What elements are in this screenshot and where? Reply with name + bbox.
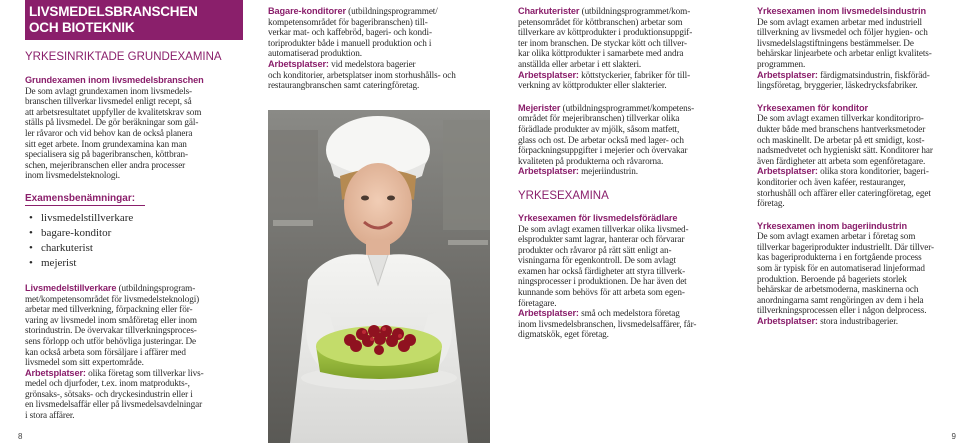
- arbetsplatser-label: Arbetsplatser:: [518, 166, 579, 177]
- list-item: • bagare-konditor: [25, 226, 247, 241]
- livsmedelsforadlare-title: Yrkesexamen för livsmedelsförädlare: [518, 212, 678, 223]
- yrkesexamina-heading: YRKESEXAMINA: [518, 189, 609, 202]
- baker-with-cake-image: [268, 110, 490, 443]
- livsmedelsforadlare-paragraph: Yrkesexamen för livsmedelsförädlare De som avlagt examen tillverkar olika livsmed- elsprodukter samt lagrar, hanterar och förvarar produkter och råvaror på rätt sätt enligt an- visningarna för egenkontroll. De som avlagt examen har också färdigheter att styra tillverk- ningsprocesser i produktionen. De har även det kunnande som behövs för att arbeta som egen- företagare. Arbetsplatser: små och medelstora företag inom livsmedelsbranschen, livsmedelsaffärer, får- digmatskök, eget företag.: [518, 213, 734, 340]
- livsmedelsindustrin-title: Yrkesexamen inom livsmedelsindustrin: [757, 6, 926, 16]
- bageriindustrin-paragraph: Yrkesexamen inom bageriindustrin De som avlagt examen arbetar i företag som tillverkar bageriprodukter industriellt. Där tillver- kas bageriprodukterna i en fortgående process som är typisk för en automatiserad linjeformad produktion. Beroende på bageriets storlek behärskar de arbetsmoderna, maskinerna och anordningarna samt rengöringen av dem i hela tillverkningsprocessen eller i någon delprocess. Arbetsplatser: stora industribagerier.: [757, 221, 955, 327]
- bageriindustrin-title: Yrkesexamen inom bageriindustrin: [757, 220, 907, 231]
- grundexamen-title: Grundexamen inom livsmedelsbranschen: [25, 75, 204, 85]
- page-number-right: 9: [951, 432, 956, 441]
- livsmedelsindustrin-paragraph: Yrkesexamen inom livsmedelsindustrin De som avlagt examen arbetar med industriell tillverkning av livsmedel och följer hygien- och livsmedelslagstiftningens bestämmelser. De behärskar linjearbete och arbetar enligt kvalitets- programmen. Arbetsplatser: färdigmatsindustrin, fiskföräd- lingsföretag, bryggerier, läskedrycksfabriker.: [757, 6, 955, 91]
- grundexamen-paragraph: Grundexamen inom livsmedelsbranschen De som avlagt grundexamen inom livsmedels- branschen tillverkar livsmedel enligt recept, så att arbetsresultatet uppfyller de kvalitetskrav som ställs på livsmedel. De gör beräkningar som gäl- ler råvaror och vid behov kan de också planera sitt eget arbete. Inom grundexamina kan man specialisera sig på bageribranschen, köttbran- schen, mejeribranschen eller andra processer inom livsmedelsteknologi.: [25, 75, 247, 181]
- list-item: • mejerist: [25, 256, 247, 271]
- arbetsplatser-label: Arbetsplatser:: [518, 308, 579, 319]
- charkuterister-paragraph: Charkuterister (utbildningsprogrammet/kom- petensområdet för köttbranschen) arbetar som tillverkare av köttprodukter i produktionsuppgif- ter inom branschen. De styckar kött och tillver- kar olika köttprodukter i samarbete med andra anställda eller arbetar i ett slakteri. Arbetsplatser: köttstyckerier, fabriker för till- verkning av köttprodukter eller slakterier.: [518, 6, 693, 91]
- livsmedelstillverkare-paragraph: Livsmedelstillverkare (utbildningsprogram- met/kompetensområdet för livsmedelsteknologi) arbetar med tillverkning, förpackning eller för- varing av livsmedel inom småföretag eller inom storindustrin. De övervakar tillverkningsproces- sens förlopp och utför behövliga justeringar. De kan också arbeta som försäljare i affärer med livsmedel som sitt expertområde. Arbetsplatser: olika företag som tillverkar livs- medel och djurfoder, t.ex. inom matprodukts-, grönsaks-, sötsaks- och dryckesindustrin eller i en livsmedelsaffär eller på livsmedelsavdelningar i stora affärer.: [25, 282, 204, 421]
- arbetsplatser-label: Arbetsplatser:: [25, 367, 86, 378]
- section-title-line2: OCH BIOTEKNIK: [29, 20, 135, 35]
- arbetsplatser-label: Arbetsplatser:: [757, 69, 818, 80]
- middle-left-column: [268, 6, 478, 91]
- bagare-konditorer-term: Bagare-konditorer: [268, 6, 346, 16]
- examensbenamningar-list: [25, 211, 247, 271]
- section-title-line1: LIVSMEDELSBRANSCHEN: [29, 4, 198, 19]
- arbetsplatser-label: Arbetsplatser:: [757, 316, 818, 327]
- mejerister-term: Mejerister: [518, 102, 561, 113]
- left-column: [25, 0, 247, 421]
- baker-photo: [268, 110, 490, 443]
- bagare-konditorer-paragraph: Bagare-konditorer (utbildningsprogrammet/ kompetensområdet för bageribranschen) till- verkar mat- och kaffebröd, bageri- och kondi- toriprodukter både i manuell produktion och i automatiserad produktion. Arbetsplatser: vid medelstora bagerier och konditorier, arbetsplatser inom storhushålls- och restaurangbranschen samt cateringföretag.: [268, 6, 456, 91]
- konditor-title: Yrkesexamen för konditor: [757, 102, 868, 113]
- page-number-left: 8: [18, 432, 23, 441]
- konditor-paragraph: Yrkesexamen för konditor De som avlagt examen tillverkar konditoripro- dukter både med branschens hantverksmetoder och maskinellt. De arbetar på ett smidigt, kost- nadsmedvetet och hygieniskt sätt. Konditorer har även färdigheter att arbeta som egenföretagare. Arbetsplatser: olika stora konditorier, bageri- konditorier och även kaféer, restauranger, storhushåll och affärer eller cateringföretag, eget företag.: [757, 103, 955, 209]
- list-item: • charkuterist: [25, 241, 247, 256]
- list-item: • livsmedelstillverkare: [25, 211, 247, 226]
- examensbenamningar-heading: Examensbenämningar:: [25, 193, 145, 206]
- livsmedelstillverkare-term: Livsmedelstillverkare: [25, 282, 117, 293]
- right-column: [757, 6, 955, 327]
- arbetsplatser-label: Arbetsplatser:: [518, 69, 579, 80]
- subhead-grundexamina: YRKESINRIKTADE GRUNDEXAMINA: [25, 51, 222, 63]
- mejerister-paragraph: Mejerister (utbildningsprogrammet/kompetens- området för mejeribranschen) tillverkar olika förädlade produkter av mjölk, såsom matfett, glass och ost. De arbetar också med lager- och förpackningsuppgifter i mejerier och övervakar kvaliteten på produkterna och råvarorna. Arbetsplatser: mejeriindustrin.: [518, 102, 695, 177]
- charkuterister-term: Charkuterister: [518, 6, 580, 16]
- arbetsplatser-label: Arbetsplatser:: [268, 58, 329, 69]
- middle-right-column: [518, 6, 734, 340]
- section-title-box: [25, 0, 243, 40]
- arbetsplatser-label: Arbetsplatser:: [757, 166, 818, 177]
